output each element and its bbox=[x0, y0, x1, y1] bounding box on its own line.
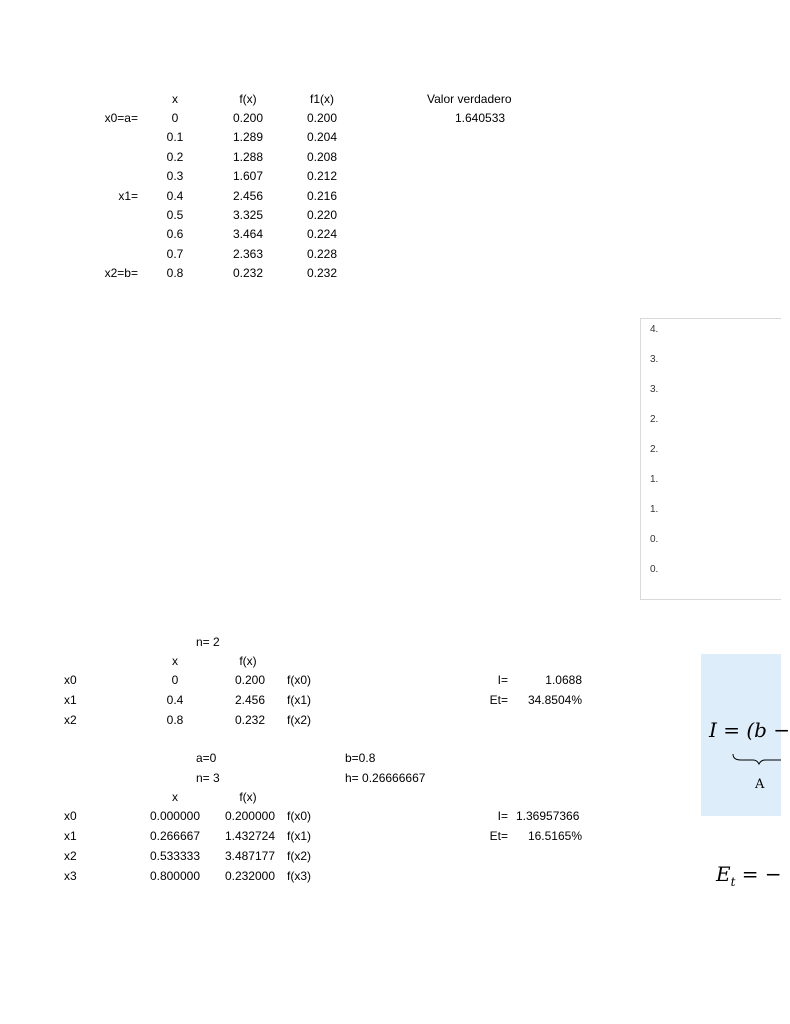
y-tick-label: 0. bbox=[650, 534, 659, 545]
i-value[interactable]: 1.36957366 bbox=[516, 809, 580, 823]
x-cell[interactable]: 0.6 bbox=[166, 227, 184, 242]
fx-cell[interactable]: 2.363 bbox=[232, 246, 264, 261]
fname-cell[interactable]: f(x0) bbox=[287, 673, 311, 687]
row-label[interactable]: x2=b= bbox=[104, 266, 138, 281]
fx-cell[interactable]: 3.464 bbox=[232, 227, 264, 242]
f1x-cell[interactable]: 0.208 bbox=[306, 149, 338, 164]
x-cell[interactable]: 0 bbox=[171, 673, 179, 687]
x-cell[interactable]: 0.2 bbox=[166, 149, 184, 164]
y-tick-label: 3. bbox=[650, 354, 659, 365]
fx-cell[interactable]: 0.200000 bbox=[224, 809, 275, 823]
x-cell[interactable]: 0.266667 bbox=[149, 829, 200, 843]
i-label: I= bbox=[497, 809, 508, 823]
i-label: I= bbox=[497, 673, 508, 687]
fx-cell[interactable]: 2.456 bbox=[234, 693, 265, 707]
fx-cell[interactable]: 3.487177 bbox=[224, 849, 275, 863]
f1x-cell[interactable]: 0.200 bbox=[306, 111, 338, 125]
header-fx[interactable]: f(x) bbox=[239, 790, 257, 804]
y-tick-label: 2. bbox=[650, 444, 659, 455]
b-label[interactable]: b=0.8 bbox=[345, 751, 376, 765]
trapezoid-formula-image bbox=[701, 654, 790, 816]
header-fx[interactable]: f(x) bbox=[239, 92, 257, 106]
fx-cell[interactable]: 0.200 bbox=[234, 673, 265, 687]
fx-cell[interactable]: 0.232 bbox=[234, 713, 265, 727]
header-fx[interactable]: f(x) bbox=[239, 654, 257, 668]
f1x-cell[interactable]: 0.232 bbox=[306, 266, 338, 281]
fname-cell[interactable]: f(x2) bbox=[287, 849, 311, 863]
fx-cell[interactable]: 1.289 bbox=[232, 130, 264, 145]
et-label: Et= bbox=[489, 693, 508, 707]
fname-cell[interactable]: f(x2) bbox=[287, 713, 311, 727]
chart-area[interactable] bbox=[640, 318, 781, 600]
f1x-cell[interactable]: 0.228 bbox=[306, 246, 338, 261]
y-tick-label: 0. bbox=[650, 564, 659, 575]
header-x[interactable]: x bbox=[172, 92, 178, 106]
x-cell[interactable]: 0.8 bbox=[166, 713, 184, 727]
i-value[interactable]: 1.0688 bbox=[545, 673, 582, 687]
brace-label: A bbox=[755, 777, 765, 792]
row-label[interactable]: x2 bbox=[64, 849, 77, 863]
fx-cell[interactable]: 0.232000 bbox=[224, 869, 275, 883]
x-cell[interactable]: 0.000000 bbox=[149, 809, 200, 823]
f1x-cell[interactable]: 0.204 bbox=[306, 130, 338, 145]
row-label[interactable]: x0 bbox=[64, 809, 77, 823]
fx-cell[interactable]: 3.325 bbox=[232, 208, 264, 222]
row-label[interactable]: x1= bbox=[118, 188, 138, 203]
f1x-cell[interactable]: 0.224 bbox=[306, 227, 338, 242]
row-label[interactable]: x3 bbox=[64, 869, 77, 883]
x-cell[interactable]: 0.800000 bbox=[149, 869, 200, 883]
row-label[interactable]: x1 bbox=[64, 829, 77, 843]
row-label[interactable]: x2 bbox=[64, 713, 77, 727]
fx-cell[interactable]: 2.456 bbox=[232, 188, 264, 203]
f1x-cell[interactable]: 0.212 bbox=[306, 169, 338, 184]
underbrace-icon bbox=[731, 752, 781, 766]
x-cell[interactable]: 0.3 bbox=[166, 169, 184, 184]
fx-cell[interactable]: 0.232 bbox=[232, 266, 264, 281]
integral-formula-text: I = (b − bbox=[709, 718, 790, 742]
y-tick-label: 1. bbox=[650, 504, 659, 515]
a-label[interactable]: a=0 bbox=[196, 751, 217, 765]
error-rest: = − bbox=[735, 862, 782, 886]
x-cell[interactable]: 0.7 bbox=[166, 246, 184, 261]
f1x-cell[interactable]: 0.220 bbox=[306, 208, 338, 222]
et-value[interactable]: 16.5165% bbox=[527, 829, 582, 843]
error-formula-image bbox=[716, 862, 782, 894]
h-label[interactable]: h= 0.26666667 bbox=[345, 771, 426, 785]
x-cell[interactable]: 0.4 bbox=[166, 693, 184, 707]
row-label[interactable]: x0 bbox=[64, 673, 77, 687]
fx-cell[interactable]: 0.200 bbox=[232, 111, 264, 125]
y-tick-label: 4. bbox=[650, 324, 659, 335]
valor-verdadero-value[interactable]: 1.640533 bbox=[455, 111, 506, 125]
x-cell[interactable]: 0.1 bbox=[166, 130, 184, 145]
error-subscript: t bbox=[730, 875, 736, 889]
fname-cell[interactable]: f(x3) bbox=[287, 869, 311, 883]
n-label[interactable]: n= 3 bbox=[196, 771, 220, 785]
error-symbol: E bbox=[716, 862, 731, 886]
n-label[interactable]: n= 2 bbox=[196, 635, 220, 649]
fx-cell[interactable]: 1.288 bbox=[232, 149, 264, 164]
fname-cell[interactable]: f(x0) bbox=[287, 809, 311, 823]
fname-cell[interactable]: f(x1) bbox=[287, 829, 311, 843]
y-tick-label: 3. bbox=[650, 384, 659, 395]
fname-cell[interactable]: f(x1) bbox=[287, 693, 311, 707]
header-x[interactable]: x bbox=[172, 790, 178, 804]
x-cell[interactable]: 0 bbox=[171, 111, 179, 125]
fx-cell[interactable]: 1.607 bbox=[232, 169, 264, 184]
row-label[interactable]: x0=a= bbox=[104, 111, 138, 125]
header-f1x[interactable]: f1(x) bbox=[310, 92, 334, 106]
x-cell[interactable]: 0.8 bbox=[166, 266, 184, 281]
fx-cell[interactable]: 1.432724 bbox=[224, 829, 275, 843]
x-cell[interactable]: 0.533333 bbox=[149, 849, 200, 863]
x-cell[interactable]: 0.4 bbox=[166, 188, 184, 203]
f1x-cell[interactable]: 0.216 bbox=[306, 188, 338, 203]
et-label: Et= bbox=[489, 829, 508, 843]
header-x[interactable]: x bbox=[172, 654, 178, 668]
row-label[interactable]: x1 bbox=[64, 693, 77, 707]
x-cell[interactable]: 0.5 bbox=[166, 208, 184, 222]
et-value[interactable]: 34.8504% bbox=[527, 693, 582, 707]
header-valor-verdadero[interactable]: Valor verdadero bbox=[427, 92, 512, 106]
y-tick-label: 1. bbox=[650, 474, 659, 485]
y-tick-label: 2. bbox=[650, 414, 659, 425]
